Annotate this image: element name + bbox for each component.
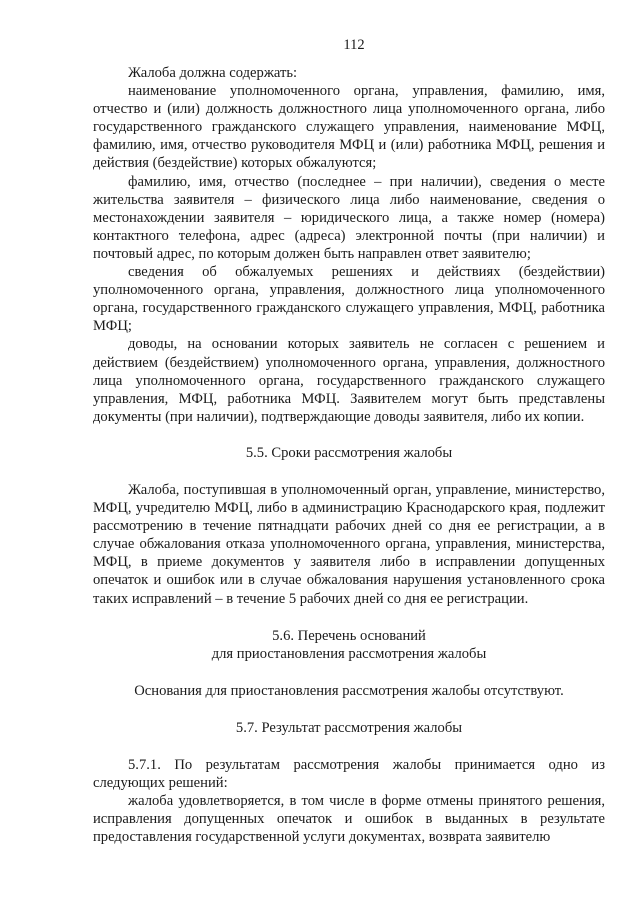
document-body xyxy=(93,64,605,846)
section-paragraph: Основания для приостановления рассмотрения жалобы отсутствуют. xyxy=(134,682,564,699)
section-heading: 5.5. Сроки рассмотрения жалобы xyxy=(245,444,453,461)
complaint-contents-item: доводы, на основании которых заявитель не согласен с решением и действием (бездействием) уполномоченного органа, управления, должностного лица уполномоченного органа, государственного гражданского служащего управления, МФЦ, работника МФЦ. Заявителем могут быть представлены документы (при наличии), подтверждающие доводы заявителя, либо их копии. xyxy=(93,336,605,425)
complaint-contents-item: сведения об обжалуемых решениях и действиях (бездействии) уполномоченного органа, управления, должностного лица уполномоченного органа, государственного гражданского служащего управления, МФЦ, работника МФЦ; xyxy=(93,264,605,335)
section-paragraph: жалоба удовлетворяется, в том числе в форме отмены принятого решения, исправления допущенных опечаток и ошибок в выданных в результате предоставления государственной услуги документах, возврата заявителю xyxy=(93,793,605,846)
section-paragraph: 5.7.1. По результатам рассмотрения жалобы принимается одно из следующих решений: xyxy=(93,757,605,792)
section-heading: 5.6. Перечень оснований xyxy=(272,627,426,644)
complaint-contents-intro: Жалоба должна содержать: xyxy=(128,65,298,81)
section-heading: 5.7. Результат рассмотрения жалобы xyxy=(235,719,463,736)
complaint-contents-item: наименование уполномоченного органа, управления, фамилию, имя, отчество и (или) должность должностного лица уполномоченного органа, либо государственного гражданского служащего управления, наименование МФЦ, фамилию, имя, отчество руководителя МФЦ и (или) работника МФЦ, решения и действия (бездействие) которых обжалуются; xyxy=(93,83,605,172)
section-paragraph: Жалоба, поступившая в уполномоченный орган, управление, министерство, МФЦ, учредителю МФЦ, либо в администрацию Краснодарского края, подлежит рассмотрению в течение пятнадцати рабочих дней со дня ее регистрации, а в случае обжалования отказа уполномоченного органа, управления, министерства, МФЦ, в приеме документов у заявителя либо в исправлении допущенных опечаток и ошибок или в случае обжалования нарушения установленного срока таких исправлений – в течение 5 рабочих дней со дня ее регистрации. xyxy=(93,481,605,607)
section-heading: для приостановления рассмотрения жалобы xyxy=(211,645,487,662)
complaint-contents-item: фамилию, имя, отчество (последнее – при наличии), сведения о месте жительства заявителя – физического лица либо наименование, сведения о местонахождении заявителя – юридического лица, а также номер (номера) контактного телефона, адрес (адреса) электронной почты (при наличии) и почтовый адрес, по которым должен быть направлен ответ заявителю; xyxy=(93,173,605,262)
page-number: 112 xyxy=(343,37,365,53)
